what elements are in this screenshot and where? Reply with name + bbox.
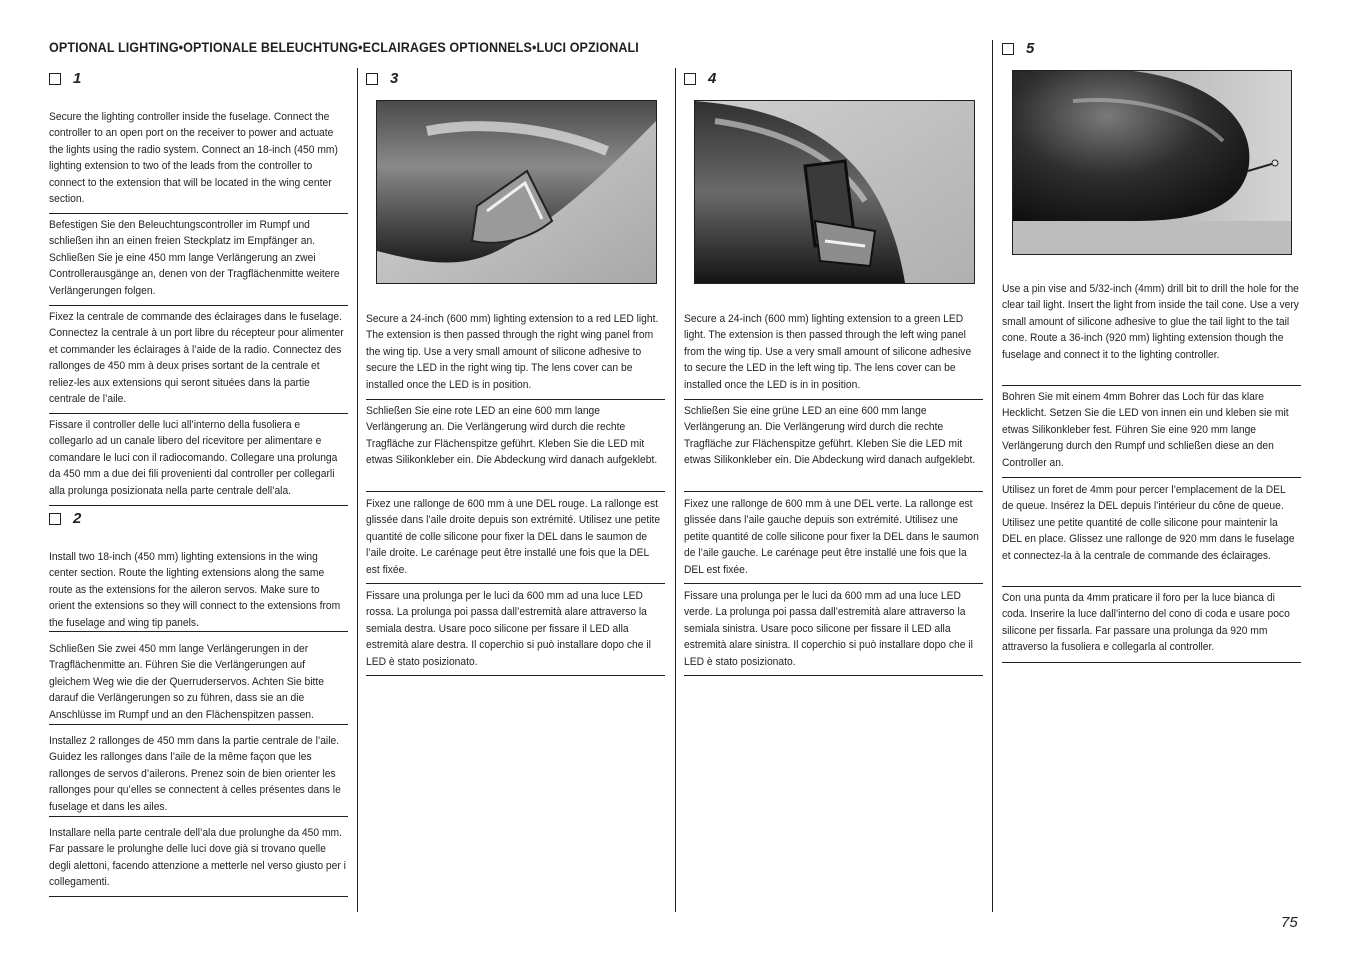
photo-right-wing-tip-led bbox=[376, 100, 657, 284]
instruction-it: Fissare il controller delle luci all’interno della fusoliera e collegarlo ad un canale libero del ricevitore per alimentare e comandare le luci con il radiocomando. Collegare una prolunga da 450 mm a due dei fili provenienti dal controller per collegarli alla prolunga posizionata nella parte centrale dell’ala. bbox=[49, 417, 348, 506]
instruction-en: Secure a 24-inch (600 mm) lighting extension to a red LED light. The extension is then passed through the right wing panel from the wing tip. Use a very small amount of silicone adhesive to secure the LED in the right wing tip. The lens cover can be installed once the LED is in position. bbox=[366, 311, 665, 400]
instruction-de: Bohren Sie mit einem 4mm Bohrer das Loch für das klare Hecklicht. Setzen Sie die LED von innen ein und kleben sie mit etwas Silikonkleber fest. Führen Sie eine 920 mm lange Verlängerung durch den Rumpf und schließen diese an den Controller an. bbox=[1002, 389, 1301, 478]
step-heading bbox=[1002, 40, 1034, 57]
photo-tail-cone-light bbox=[1012, 70, 1292, 255]
instruction-en: Secure a 24-inch (600 mm) lighting extension to a green LED light. The extension is then passed through the left wing panel from the wing tip. Use a very small amount of silicone adhesive to secure the LED in the left wing tip. The lens cover can be installed once the LED is in in position. bbox=[684, 311, 983, 400]
instruction-de: Schließen Sie zwei 450 mm lange Verlängerungen in der Tragflächenmitte an. Führen Sie die Verlängerungen auf gleichem Weg wie die der Querruderservos. Achten Sie bitte darauf die Verlängerungen so zu führen, dass sie an die Anschlüsse im Rumpf und an den Flächenspitzen passen. bbox=[49, 641, 348, 725]
instruction-en: Secure the lighting controller inside the fuselage. Connect the controller to an open port on the receiver to power and actuate the lights using the radio system. Connect an 18-inch (450 mm) lighting extension to two of the leads from the controller to connect to the extension that will be located in the wing center section. bbox=[49, 109, 348, 214]
photo-left-wing-tip-led bbox=[694, 100, 975, 284]
column-divider bbox=[992, 40, 993, 912]
instruction-fr: Fixez une rallonge de 600 mm à une DEL verte. La rallonge est glissée dans l’aile gauche depuis son extrémité. Utilisez une petite quantité de colle silicone pour fixer la DEL dans le saumon de l’aile gauche. Le carénage peut être installé une fois que la DEL est fixée. bbox=[684, 496, 983, 584]
instruction-en: Install two 18-inch (450 mm) lighting extensions in the wing center section. Route the lighting extensions along the same route as the extensions for the aileron servos. Make sure to orient the extensions so they will connect to the extensions from the fuselage and wing tip panels. bbox=[49, 549, 348, 632]
step-number: 4 bbox=[708, 70, 717, 87]
column-divider bbox=[357, 68, 358, 912]
page-title: OPTIONAL LIGHTING•OPTIONALE BELEUCHTUNG•ECLAIRAGES OPTIONNELS•LUCI OPZIONALI bbox=[49, 40, 639, 55]
step-number: 5 bbox=[1026, 40, 1035, 57]
checkbox-icon bbox=[49, 73, 61, 85]
instruction-it: Con una punta da 4mm praticare il foro per la luce bianca di coda. Inserire la luce dall’interno del cono di coda e usare poco silicone per fissarla. Far passare una prolunga da 920 mm attraverso la fusoliera e collegarla al controller. bbox=[1002, 590, 1301, 663]
instruction-it: Fissare una prolunga per le luci da 600 mm ad una luce LED verde. La prolunga poi passa dall’estremità alare attraverso la semiala sinistra. Usare poco silicone per fissare il LED alla estremità alare sinistra. Il coperchio si può installare dopo che il LED è stato posizionato. bbox=[684, 588, 983, 676]
instruction-it: Installare nella parte centrale dell’ala due prolunghe da 450 mm. Far passare le prolunghe delle luci dove già si trovano quelle degli alettoni, facendo attenzione a metterle nel verso giusto per i collegamenti. bbox=[49, 825, 348, 897]
instruction-de: Befestigen Sie den Beleuchtungscontroller im Rumpf und schließen ihn an einen freien Steckplatz im Empfänger an. Schließen Sie je eine 450 mm lange Verlängerung an zwei Controllerausgänge an, denen von der Tragflächenmitte weitere Verlängerungen folgen. bbox=[49, 217, 348, 306]
column-divider bbox=[675, 68, 676, 912]
step-number: 1 bbox=[73, 70, 82, 87]
instruction-en: Use a pin vise and 5/32-inch (4mm) drill bit to drill the hole for the clear tail light. Insert the light from inside the tail cone. Use a very small amount of silicone adhesive to glue the tail light to the tail cone. Route a 36-inch (920 mm) lighting extension though the fuselage and connect it to the lighting controller. bbox=[1002, 281, 1301, 386]
step-heading bbox=[366, 70, 398, 87]
instruction-de: Schließen Sie eine rote LED an eine 600 mm lange Verlängerung an. Die Verlängerung wird durch die rechte Tragfläche zur Flächenspitze geführt. Kleben Sie die LED mit etwas Silikonkleber ein. Die Abdeckung wird danach aufgeklebt. bbox=[366, 403, 665, 492]
instruction-de: Schließen Sie eine grüne LED an eine 600 mm lange Verlängerung an. Die Verlängerung wird durch die rechte Tragfläche zur Flächenspitze geführt. Kleben Sie die LED mit etwas Silikonkleber ein. Die Abdeckung wird danach aufgeklebt. bbox=[684, 403, 983, 492]
instruction-fr: Fixez une rallonge de 600 mm à une DEL rouge. La rallonge est glissée dans l’aile droite depuis son extrémité. Utilisez une petite quantité de colle silicone pour fixer la DEL dans le saumon de l’aile droite. Le carénage peut être installé une fois que la DEL est fixée. bbox=[366, 496, 665, 584]
step-number: 3 bbox=[390, 70, 399, 87]
checkbox-icon bbox=[1002, 43, 1014, 55]
checkbox-icon bbox=[684, 73, 696, 85]
checkbox-icon bbox=[366, 73, 378, 85]
step-heading bbox=[49, 70, 81, 87]
instruction-fr: Installez 2 rallonges de 450 mm dans la partie centrale de l’aile. Guidez les rallonges dans l’aile de la même façon que les rallonges de servos d’ailerons. Prenez soin de bien orienter les rallonges pour qu’elles se connectent à celles présentes dans le fuselage et dans les ailes. bbox=[49, 733, 348, 817]
step-number: 2 bbox=[73, 510, 82, 527]
instruction-it: Fissare una prolunga per le luci da 600 mm ad una luce LED rossa. La prolunga poi passa dall’estremità alare attraverso la semiala destra. Usare poco silicone per fissare il LED alla estremità alare destra. Il coperchio si può installare dopo che il LED è stato posizionato. bbox=[366, 588, 665, 676]
step-heading bbox=[49, 510, 81, 527]
instruction-fr: Fixez la centrale de commande des éclairages dans le fuselage. Connectez la centrale à un port libre du récepteur pour alimenter et commander les éclairages à l’aide de la radio. Connectez des rallonges de 450 mm à deux prises sortant de la centrale et reliez-les aux extensions qui seront situées dans la partie centrale de l’aile. bbox=[49, 309, 348, 414]
step-heading bbox=[684, 70, 716, 87]
checkbox-icon bbox=[49, 513, 61, 525]
page-number: 75 bbox=[1281, 914, 1298, 931]
instruction-fr: Utilisez un foret de 4mm pour percer l’emplacement de la DEL de queue. Insérez la DEL depuis l’intérieur du cône de queue. Utilisez une petite quantité de colle silicone pour maintenir la DEL en place. Glissez une rallonge de 920 mm dans le fuselage et connectez-la à la centrale de commande des éclairages. bbox=[1002, 482, 1301, 587]
